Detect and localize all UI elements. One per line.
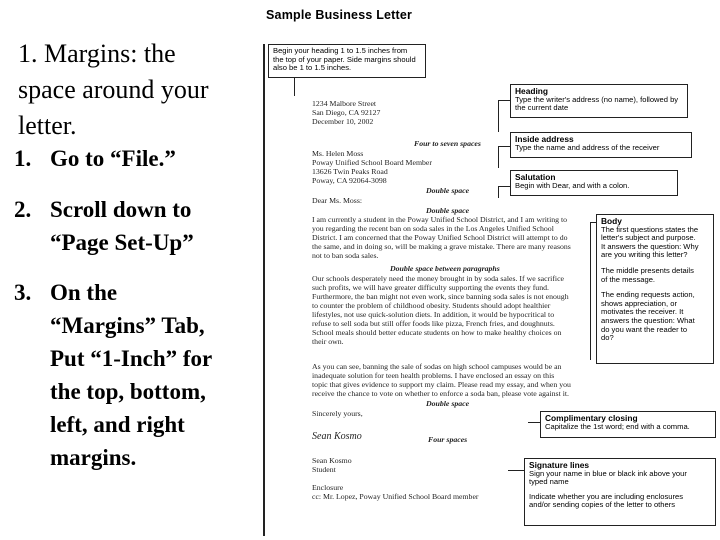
- connector-line: [498, 146, 499, 168]
- body-line: District. I am concerned that the Poway Unified School District will attempt to do: [312, 233, 568, 242]
- body-line: receive the chance to vote on whether to enforce a soda ban, please vote against it.: [312, 389, 569, 398]
- inside-address-note: [510, 132, 692, 158]
- note-line: Indicate whether you are including enclosures: [529, 491, 684, 501]
- body-line: you regarding the recent ban on soda sales in the Los Angeles Unified School: [312, 224, 554, 233]
- letter-typed-name: [312, 456, 352, 474]
- note-line: letter's subject and purpose.: [601, 233, 696, 243]
- definition-line: letter.: [18, 111, 77, 140]
- note-line: Sign your name in blue or black ink above your: [529, 468, 687, 478]
- note-line: The middle presents details: [601, 265, 694, 275]
- enclosure-line: Enclosure: [312, 483, 344, 492]
- spacing-annotation: Double space: [426, 399, 470, 408]
- letter-enclosure: [312, 483, 479, 501]
- body-line: I am currently a student in the Poway Unified School District, and I am writing to: [312, 215, 568, 224]
- note-title: Complimentary closing: [545, 413, 638, 423]
- step-number: 2.: [14, 197, 32, 222]
- body-line: refuse to sell soda but still offer foods like pizza, French fries, and doughnuts.: [312, 319, 555, 328]
- note-line: do?: [601, 333, 614, 343]
- connector-line: [498, 186, 510, 187]
- note-title: Salutation: [515, 172, 556, 182]
- address-line: Poway, CA 92064-3098: [312, 176, 387, 185]
- step-number: 1.: [14, 146, 32, 171]
- typed-name-line: Sean Kosmo: [312, 456, 352, 465]
- signature-note: [524, 458, 716, 526]
- body-line: As you can see, banning the sale of sodas on high school campuses would be an: [312, 362, 562, 371]
- connector-line: [498, 146, 510, 147]
- step-line: “Page Set-Up”: [50, 230, 194, 255]
- note-line: shows appreciation, or: [601, 298, 677, 308]
- step-number: 3.: [14, 280, 32, 305]
- note-line: Begin your heading 1 to 1.5 inches from: [273, 46, 408, 55]
- letter-heading: [312, 99, 380, 126]
- letter-signature: Sean Kosmo: [312, 431, 362, 442]
- note-line: typed name: [529, 477, 569, 487]
- note-line: answers the question: What: [601, 315, 695, 325]
- letter-inside-address: [312, 149, 432, 185]
- body-note: [596, 214, 714, 364]
- body-line: their own.: [312, 337, 344, 346]
- heading-line: San Diego, CA 92127: [312, 108, 381, 117]
- letter-salutation: Dear Ms. Moss:: [312, 196, 363, 205]
- sample-letter-image: [258, 0, 720, 540]
- body-line: Our schools desperately need the money brought in by soda sales. If we sacrifice: [312, 274, 565, 283]
- note-line: do you want the reader to: [601, 324, 688, 334]
- note-line: the current date: [515, 103, 569, 113]
- definition-line: 1. Margins: the: [18, 39, 176, 68]
- connector-line: [590, 222, 591, 360]
- sample-letter-title: Sample Business Letter: [266, 8, 413, 22]
- note-line: The ending requests action,: [601, 290, 695, 300]
- connector-line: [498, 100, 510, 101]
- step-line: Put “1-Inch” for: [50, 346, 213, 371]
- note-line: Begin with Dear, and with a colon.: [515, 180, 630, 190]
- note-line: motivates the receiver. It: [601, 307, 684, 317]
- step-line: On the: [50, 280, 118, 305]
- address-line: 13626 Twin Peaks Road: [312, 167, 388, 176]
- heading-line: 1234 Malbore Street: [312, 99, 377, 108]
- closing-note: [540, 411, 716, 438]
- note-line: and/or sending copies of the letter to others: [529, 500, 676, 510]
- body-line: such profits, we will have greater difficulty supporting the events they fund.: [312, 283, 549, 292]
- letter-paragraph: [312, 215, 592, 260]
- letter-paragraph: [312, 362, 592, 398]
- connector-line: [508, 470, 524, 471]
- letter-closing: Sincerely yours,: [312, 409, 363, 418]
- body-line: Furthermore, the ban might not even work, since banning soda sales is not enough: [312, 292, 569, 301]
- note-line: Capitalize the 1st word; end with a comma.: [545, 421, 690, 431]
- body-line: lifestyles, not use quick-solution diets. In addition, it would be hypocritical to: [312, 310, 555, 319]
- spacing-annotation: Four spaces: [428, 435, 468, 444]
- body-line: School meals should better educate students on how to make healthy choices on: [312, 328, 562, 337]
- heading-note: [510, 84, 688, 118]
- note-line: also be 1 to 1.5 inches.: [273, 63, 352, 73]
- spacing-annotation: Double space: [426, 186, 470, 195]
- note-line: It answers the question: Why: [601, 241, 699, 251]
- note-line: the top of your paper. Side margins should: [273, 54, 416, 64]
- spacing-annotation: Double space: [426, 206, 470, 215]
- address-line: Poway Unified School Board Member: [312, 158, 432, 167]
- salutation-note: [510, 170, 678, 196]
- step-line: Go to “File.”: [50, 146, 176, 171]
- step-line: Scroll down to: [50, 197, 192, 222]
- body-line: the same, and in doing so, will be making a grave mistake. There are many reasons: [312, 242, 571, 251]
- step-line: left, and right: [50, 412, 185, 437]
- step-line: the top, bottom,: [50, 379, 206, 404]
- margin-note: [268, 44, 426, 78]
- spacing-annotation: Four to seven spaces: [414, 139, 481, 148]
- body-line: inadequate solution for teen health problems. I have enclosed an essay on this: [312, 371, 555, 380]
- note-line: Type the name and address of the receiver: [515, 142, 660, 152]
- enclosure-line: cc: Mr. Lopez, Poway Unified School Board member: [312, 492, 479, 501]
- note-title: Signature lines: [529, 460, 590, 470]
- connector-line: [498, 186, 499, 198]
- note-title: Body: [601, 216, 622, 226]
- letter-paragraph: [312, 274, 592, 346]
- spacing-annotation: Double space between paragraphs: [390, 264, 500, 273]
- connector-line: [294, 78, 295, 96]
- definition-line: space around your: [18, 75, 209, 104]
- connector-line: [498, 100, 499, 132]
- margins-definition: [18, 36, 254, 144]
- connector-line: [528, 422, 540, 423]
- note-line: are you writing this letter?: [601, 250, 688, 260]
- note-line: The first questions states the: [601, 224, 699, 234]
- note-title: Heading: [515, 86, 549, 96]
- instructions-panel: [0, 0, 258, 540]
- address-line: Ms. Helen Moss: [312, 149, 364, 158]
- note-line: Type the writer's address (no name), followed by: [515, 94, 679, 104]
- body-line: to counter the problem of childhood obesity. Students should adopt healthier: [312, 301, 551, 310]
- body-line: topic that gives evidence to support my claim. Please read my essay, and when you: [312, 380, 571, 389]
- body-line: not to ban soda sales.: [312, 251, 379, 260]
- typed-name-line: Student: [312, 465, 336, 474]
- heading-line: December 10, 2002: [312, 117, 374, 126]
- step-line: margins.: [50, 445, 137, 470]
- note-line: of the message.: [601, 274, 656, 284]
- step-line: “Margins” Tab,: [50, 313, 205, 338]
- note-title: Inside address: [515, 134, 574, 144]
